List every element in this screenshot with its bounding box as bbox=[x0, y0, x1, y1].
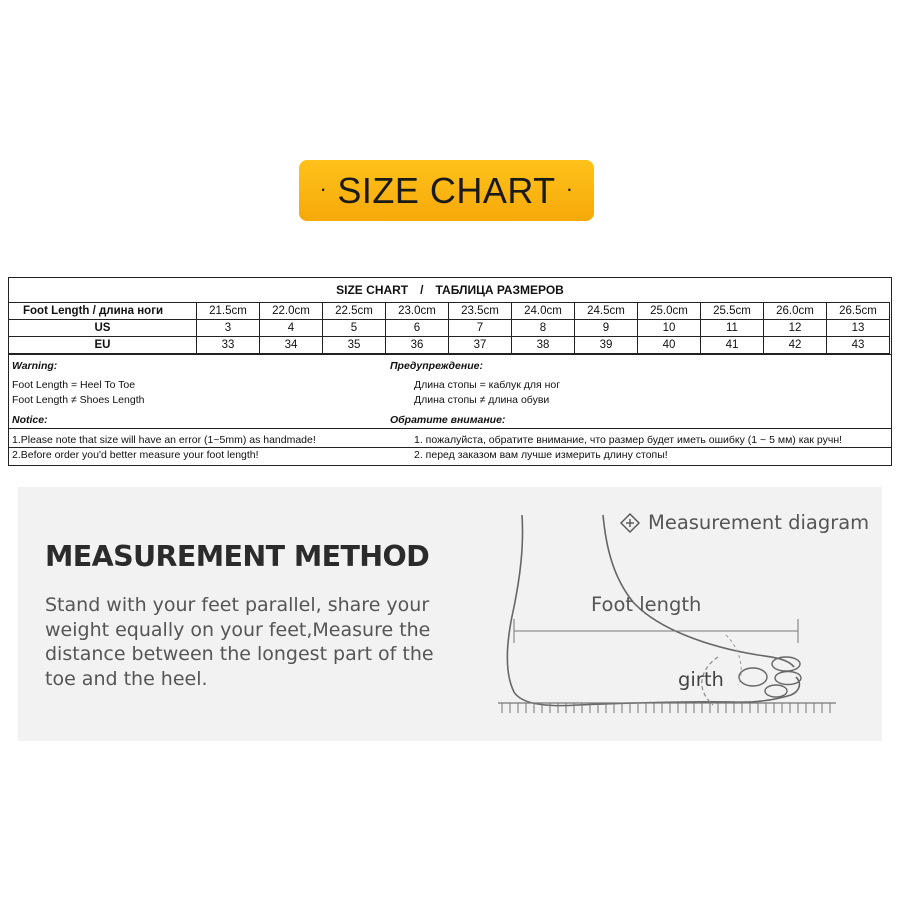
size-cell: 3 bbox=[197, 320, 260, 337]
banner-dot-right: · bbox=[565, 175, 574, 201]
size-cell: 40 bbox=[638, 337, 701, 354]
foot-top-outline bbox=[603, 515, 794, 667]
size-cell: 22.0cm bbox=[260, 303, 323, 320]
table-title-en: SIZE CHART bbox=[336, 283, 409, 297]
size-cell: 24.5cm bbox=[575, 303, 638, 320]
girth-label: girth bbox=[678, 668, 724, 691]
size-cell: 11 bbox=[701, 320, 764, 337]
size-cell: 33 bbox=[197, 337, 260, 354]
size-cell: 35 bbox=[323, 337, 386, 354]
notes-divider bbox=[9, 354, 891, 355]
size-row-label: Foot Length / длина ноги bbox=[9, 303, 197, 320]
size-chart-table bbox=[8, 277, 892, 466]
table-title bbox=[9, 278, 891, 302]
table-title-separator: / bbox=[420, 283, 424, 297]
size-cell: 37 bbox=[449, 337, 512, 354]
warning-heading-en: Warning: bbox=[12, 360, 58, 372]
size-cell: 24.0cm bbox=[512, 303, 575, 320]
size-cell: 22.5cm bbox=[323, 303, 386, 320]
banner-dot-left: · bbox=[319, 175, 328, 201]
size-cell: 23.0cm bbox=[386, 303, 449, 320]
size-cell: 42 bbox=[764, 337, 827, 354]
banner-title: SIZE CHART bbox=[337, 169, 556, 211]
size-cell: 8 bbox=[512, 320, 575, 337]
size-cell: 26.5cm bbox=[827, 303, 890, 320]
size-cell: 23.5cm bbox=[449, 303, 512, 320]
size-row bbox=[9, 303, 890, 320]
size-cell: 13 bbox=[827, 320, 890, 337]
notice-line2-en: 2.Before order you'd better measure your foot length! bbox=[12, 449, 259, 461]
size-cell: 43 bbox=[827, 337, 890, 354]
notice-heading-en: Notice: bbox=[12, 414, 48, 426]
foot-length-label: Foot length bbox=[591, 593, 702, 616]
size-cell: 6 bbox=[386, 320, 449, 337]
notice-line1-ru: 1. пожалуйста, обратите внимание, что размер будет иметь ошибку (1 ~ 5 мм) как ручн! bbox=[414, 434, 843, 446]
size-cell: 41 bbox=[701, 337, 764, 354]
size-row bbox=[9, 337, 890, 354]
notice-line1-en: 1.Please note that size will have an error (1~5mm) as handmade! bbox=[12, 434, 316, 446]
size-row-label: EU bbox=[9, 337, 197, 354]
size-cell: 9 bbox=[575, 320, 638, 337]
size-row bbox=[9, 320, 890, 337]
size-row-label: US bbox=[9, 320, 197, 337]
notice-divider-bottom bbox=[9, 447, 891, 448]
size-cell: 39 bbox=[575, 337, 638, 354]
size-cell: 5 bbox=[323, 320, 386, 337]
warning-line2-en: Foot Length ≠ Shoes Length bbox=[12, 394, 145, 406]
notice-heading-ru: Обратите внимание: bbox=[390, 414, 506, 426]
measurement-diagram-label: Measurement diagram bbox=[648, 511, 870, 534]
size-cell: 36 bbox=[386, 337, 449, 354]
warning-heading-ru: Предупреждение: bbox=[390, 360, 483, 372]
size-cell: 34 bbox=[260, 337, 323, 354]
size-cell: 25.0cm bbox=[638, 303, 701, 320]
warning-line2-ru: Длина стопы ≠ длина обуви bbox=[414, 394, 550, 406]
size-cell: 10 bbox=[638, 320, 701, 337]
measurement-method-text: Stand with your feet parallel, share your weight equally on your feet,Measure the distance between the longest part of the toe and the heel. bbox=[45, 594, 434, 690]
size-cell: 4 bbox=[260, 320, 323, 337]
warning-line1-en: Foot Length = Heel To Toe bbox=[12, 379, 136, 391]
notice-line2-ru: 2. перед заказом вам лучше измерить длину стопы! bbox=[414, 449, 668, 461]
size-cell: 38 bbox=[512, 337, 575, 354]
size-cell: 12 bbox=[764, 320, 827, 337]
size-cell: 26.0cm bbox=[764, 303, 827, 320]
notice-divider-top bbox=[9, 428, 891, 429]
size-chart-banner bbox=[299, 160, 594, 221]
ruler-ticks bbox=[502, 703, 830, 713]
measurement-panel bbox=[18, 487, 882, 741]
size-cell: 7 bbox=[449, 320, 512, 337]
table-title-ru: ТАБЛИЦА РАЗМЕРОВ bbox=[435, 283, 564, 297]
size-grid bbox=[8, 302, 890, 354]
size-cell: 25.5cm bbox=[701, 303, 764, 320]
warning-line1-ru: Длина стопы = каблук для ног bbox=[414, 379, 561, 391]
size-cell: 21.5cm bbox=[197, 303, 260, 320]
measurement-method-title: MEASUREMENT METHOD bbox=[45, 540, 430, 573]
